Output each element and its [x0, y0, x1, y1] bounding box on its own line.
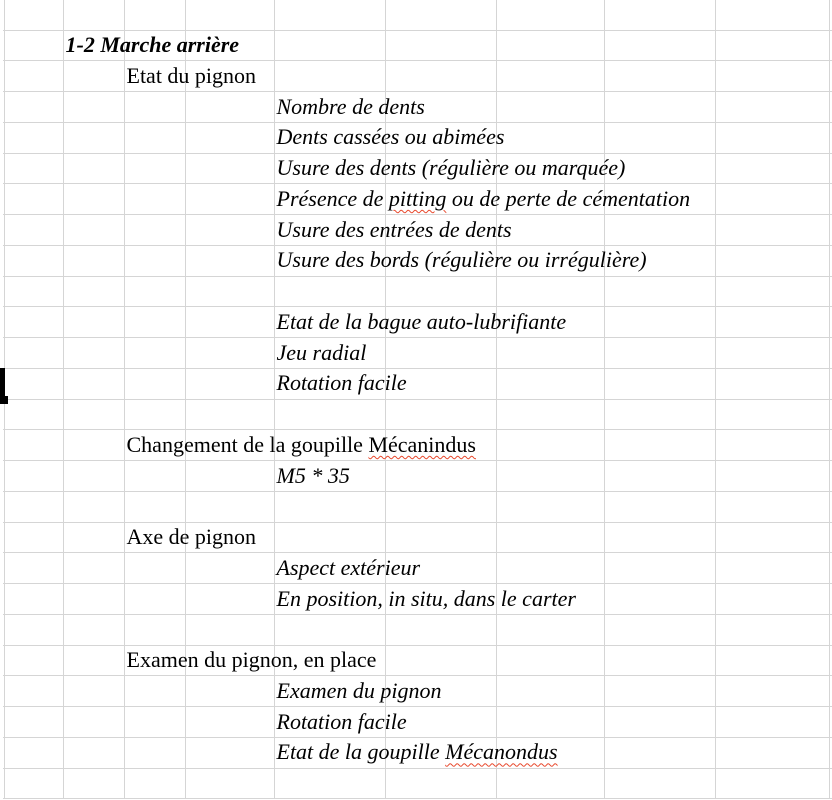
cell-r18-C[interactable] [127, 522, 257, 553]
cell-text: Usure des entrées de dents [276, 216, 512, 242]
cell-text: En position, in situ, dans le carter [276, 585, 576, 611]
cell-r7-E[interactable] [277, 184, 691, 215]
cell-r13-E[interactable] [277, 368, 407, 399]
cell-text: Usure des bords (régulière ou irrégulière) [276, 247, 647, 273]
gridline-horizontal [3, 491, 832, 492]
cell-text: Axe de pignon [126, 524, 257, 549]
cell-r24-E[interactable] [277, 707, 407, 738]
cell-text: Rotation facile [276, 370, 407, 396]
cell-r25-E[interactable] [277, 737, 558, 768]
cell-text: Examen du pignon, en place [126, 647, 377, 672]
cell-r9-E[interactable] [277, 245, 647, 276]
cell-text: 1-2 Marche arrière [65, 32, 240, 57]
cell-text: Rotation facile [276, 708, 407, 734]
cell-r15-C[interactable] [127, 430, 476, 461]
cell-r22-C[interactable] [127, 645, 377, 676]
cell-text: Usure des dents (régulière ou marquée) [276, 155, 626, 180]
cell-text: M5 * 35 [276, 462, 350, 488]
cell-r8-E[interactable] [277, 215, 512, 246]
cell-text: Etat du pignon [126, 62, 257, 88]
cell-r4-E[interactable] [277, 92, 425, 123]
cell-r5-E[interactable] [277, 122, 505, 153]
gridline-horizontal [3, 368, 832, 369]
cell-r11-E[interactable] [277, 307, 567, 338]
gridline-horizontal [3, 399, 832, 400]
text-cursor-icon [0, 368, 5, 398]
text-cursor-icon [0, 396, 8, 404]
cell-text: ou de perte de cémentation [446, 185, 691, 211]
cell-text: Etat de la goupille [276, 739, 446, 765]
cell-r12-E[interactable] [277, 338, 367, 369]
cell-r23-E[interactable] [277, 676, 442, 707]
cell-text: Examen du pignon [276, 677, 442, 703]
cell-text: Etat de la bague auto-lubrifiante [276, 308, 567, 334]
cell-r3-C[interactable] [127, 61, 257, 92]
cell-text: Changement de la goupille [126, 431, 369, 457]
cell-r19-E[interactable] [277, 553, 421, 584]
cell-text: Présence de [276, 185, 389, 211]
cell-r20-E[interactable] [277, 584, 576, 615]
cell-text: Jeu radial [276, 339, 367, 365]
misspelled-word: pitting [388, 185, 447, 211]
cell-r16-E[interactable] [277, 461, 350, 492]
cell-text: Dents cassées ou abimées [276, 124, 505, 150]
cell-r2-B[interactable] [66, 30, 240, 61]
gridline-horizontal [3, 798, 832, 799]
misspelled-word: Mécanindus [368, 431, 476, 457]
cell-text: Nombre de dents [276, 93, 425, 119]
misspelled-word: Mécanondus [445, 739, 558, 765]
cell-text: Aspect extérieur [276, 554, 421, 580]
cell-r6-E[interactable] [277, 153, 626, 184]
